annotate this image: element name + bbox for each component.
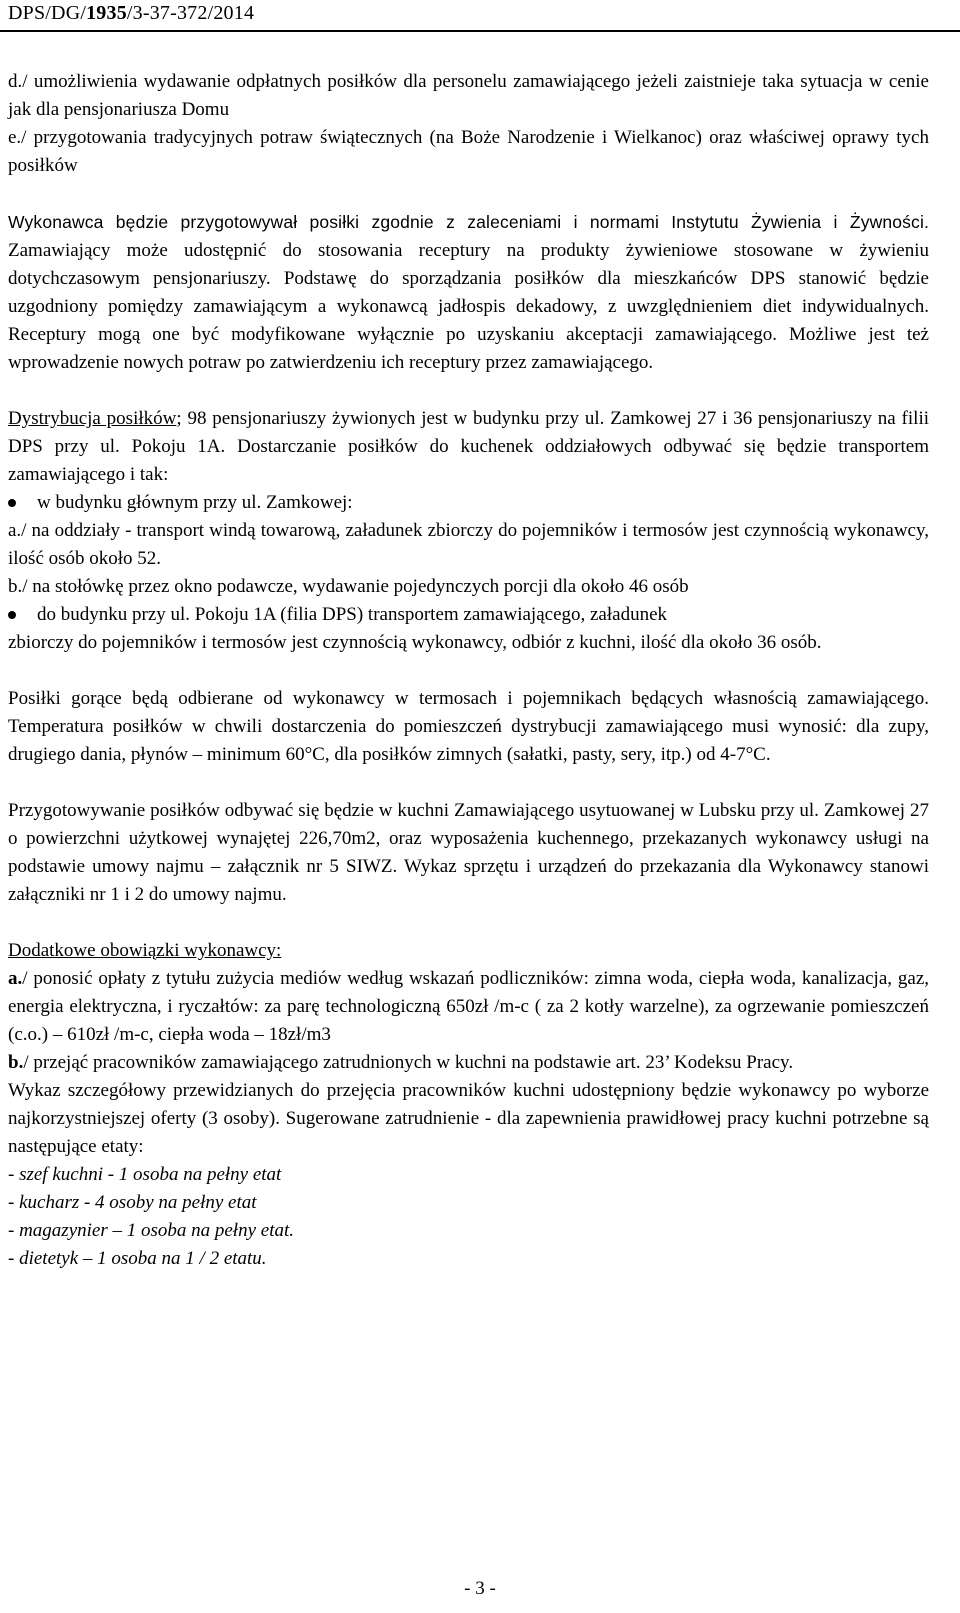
distribution-heading: Dystrybucja posiłków <box>8 408 177 429</box>
position-dietitian: - dietetyk – 1 osoba na 1 / 2 etatu. <box>8 1248 267 1269</box>
paragraph-distribution <box>8 405 929 489</box>
paragraph-temperature: Posiłki gorące będą odbierane od wykonawcy w termosach i pojemnikach będących własnością zamawiającego. Temperatura posiłków w chwili dostarczenia do pomieszczeń dystrybucji zamawiającego musi wynosić: dla zupy, drugiego dania, płynów – minimum 60°C, dla posiłków zimnych (sałatki, pasty, sery, itp.) od 4-7°C. <box>8 688 929 765</box>
norms-sans-text: Wykonawca będzie przygotowywał posiłki zgodnie z zaleceniami i normami Instytutu Żywienia i Żywności. <box>8 212 929 232</box>
norms-serif-text: Zamawiający może udostępnić do stosowania receptury na produkty żywieniowe stosowane w żywieniu dotychczasowym pensjonariuszy. Podstawę do sporządzania posiłków dla mieszkańców DPS stanowić będzie uzgodniony pomiędzy zamawiającym a wykonawcą jadłospis dekadowy, z uwzględnieniem diet indywidualnych. Receptury mogą one być modyfikowane wyłącznie po uzyskaniu akceptacji zamawiającego. Możliwe jest też wprowadzenie nowych potraw po zatwierdzeniu ich receptury przez zamawiającego. <box>8 240 929 373</box>
paragraph-item-e: e./ przygotowania tradycyjnych potraw świątecznych (na Boże Narodzenie i Wielkanoc) oraz właściwej oprawy tych posiłków <box>8 127 929 176</box>
item-a-wards: a./ na oddziały - transport windą towarową, załadunek zbiorczy do pojemników i termosów jest czynnością wykonawcy, ilość osób około 52. <box>8 520 929 569</box>
page-number: - 3 - <box>464 1578 496 1599</box>
paragraph-staff: Wykaz szczegółowy przewidzianych do przejęcia pracowników kuchni udostępniony będzie wykonawcy po wyborze najkorzystniejszej oferty (3 osoby). Sugerowane zatrudnienie - dla zapewnienia prawidłowej pracy kuchni potrzebne są następujące etaty: <box>8 1080 929 1157</box>
paragraph-nutrition-norms <box>8 208 929 377</box>
duty-b-label: b. <box>8 1052 24 1073</box>
document-reference-header <box>8 2 254 25</box>
position-storekeeper: - magazynier – 1 osoba na pełny etat. <box>8 1220 295 1241</box>
header-prefix: DPS/DG/ <box>8 2 87 24</box>
document-body <box>8 68 929 1273</box>
position-chef: - szef kuchni - 1 osoba na pełny etat <box>8 1164 282 1185</box>
duty-b-text: / przejąć pracowników zamawiającego zatrudnionych w kuchni na podstawie art. 23’ Kodeksu Pracy. <box>23 1052 794 1073</box>
header-number: 1935 <box>86 2 127 24</box>
position-cook: - kucharz - 4 osoby na pełny etat <box>8 1192 257 1213</box>
duty-b <box>8 1049 929 1077</box>
distribution-text: ; 98 pensjonariuszy żywionych jest w budynku przy ul. Zamkowej 27 i 36 pensjonariuszy na filii DPS przy ul. Pokoju 1A. Dostarczanie posiłków do kuchenek oddziałowych odbywać się będzie transportem zamawiającego i tak: <box>8 408 929 485</box>
duty-a-label: a. <box>8 968 23 989</box>
duty-a <box>8 965 929 1049</box>
item-b-canteen: b./ na stołówkę przez okno podawcze, wydawanie pojedynczych porcji dla około 46 osób <box>8 576 689 597</box>
bullet-branch-building: do budynku przy ul. Pokoju 1A (filia DPS) transportem zamawiającego, załadunek <box>8 601 929 629</box>
duties-heading: Dodatkowe obowiązki wykonawcy: <box>8 940 282 961</box>
paragraph-kitchen: Przygotowywanie posiłków odbywać się będzie w kuchni Zamawiającego usytuowanej w Lubsku przy ul. Zamkowej 27 o powierzchni użytkowej wynajętej 226,70m2, oraz wyposażenia kuchennego, przekazanych wykonawcy usługi na podstawie umowy najmu – załącznik nr 5 SIWZ. Wykaz sprzętu i urządzeń do przekazania dla Wykonawcy stanowi załączniki nr 1 i 2 do umowy najmu. <box>8 800 929 905</box>
header-suffix: /3-37-372/2014 <box>126 2 255 24</box>
bullet-branch-continuation: zbiorczy do pojemników i termosów jest czynnością wykonawcy, odbiór z kuchni, ilość dla około 36 osób. <box>8 632 822 653</box>
paragraph-item-d: d./ umożliwienia wydawanie odpłatnych posiłków dla personelu zamawiającego jeżeli zaistnieje taka sytuacja w cenie jak dla pensjonariusza Domu <box>8 71 929 120</box>
header-divider <box>0 30 960 32</box>
duty-a-text: / ponosić opłaty z tytułu zużycia mediów według wskazań podliczników: zimna woda, ciepła woda, kanalizacja, gaz, energia elektryczna, i ryczałtów: za parę technologiczną 650zł /m-c ( za 2 kotły warzelne), za ogrzewanie pomieszczeń (c.o.) – 610zł /m-c, ciepła woda – 18zł/m3 <box>8 968 929 1045</box>
bullet-main-building: w budynku głównym przy ul. Zamkowej: <box>8 489 929 517</box>
